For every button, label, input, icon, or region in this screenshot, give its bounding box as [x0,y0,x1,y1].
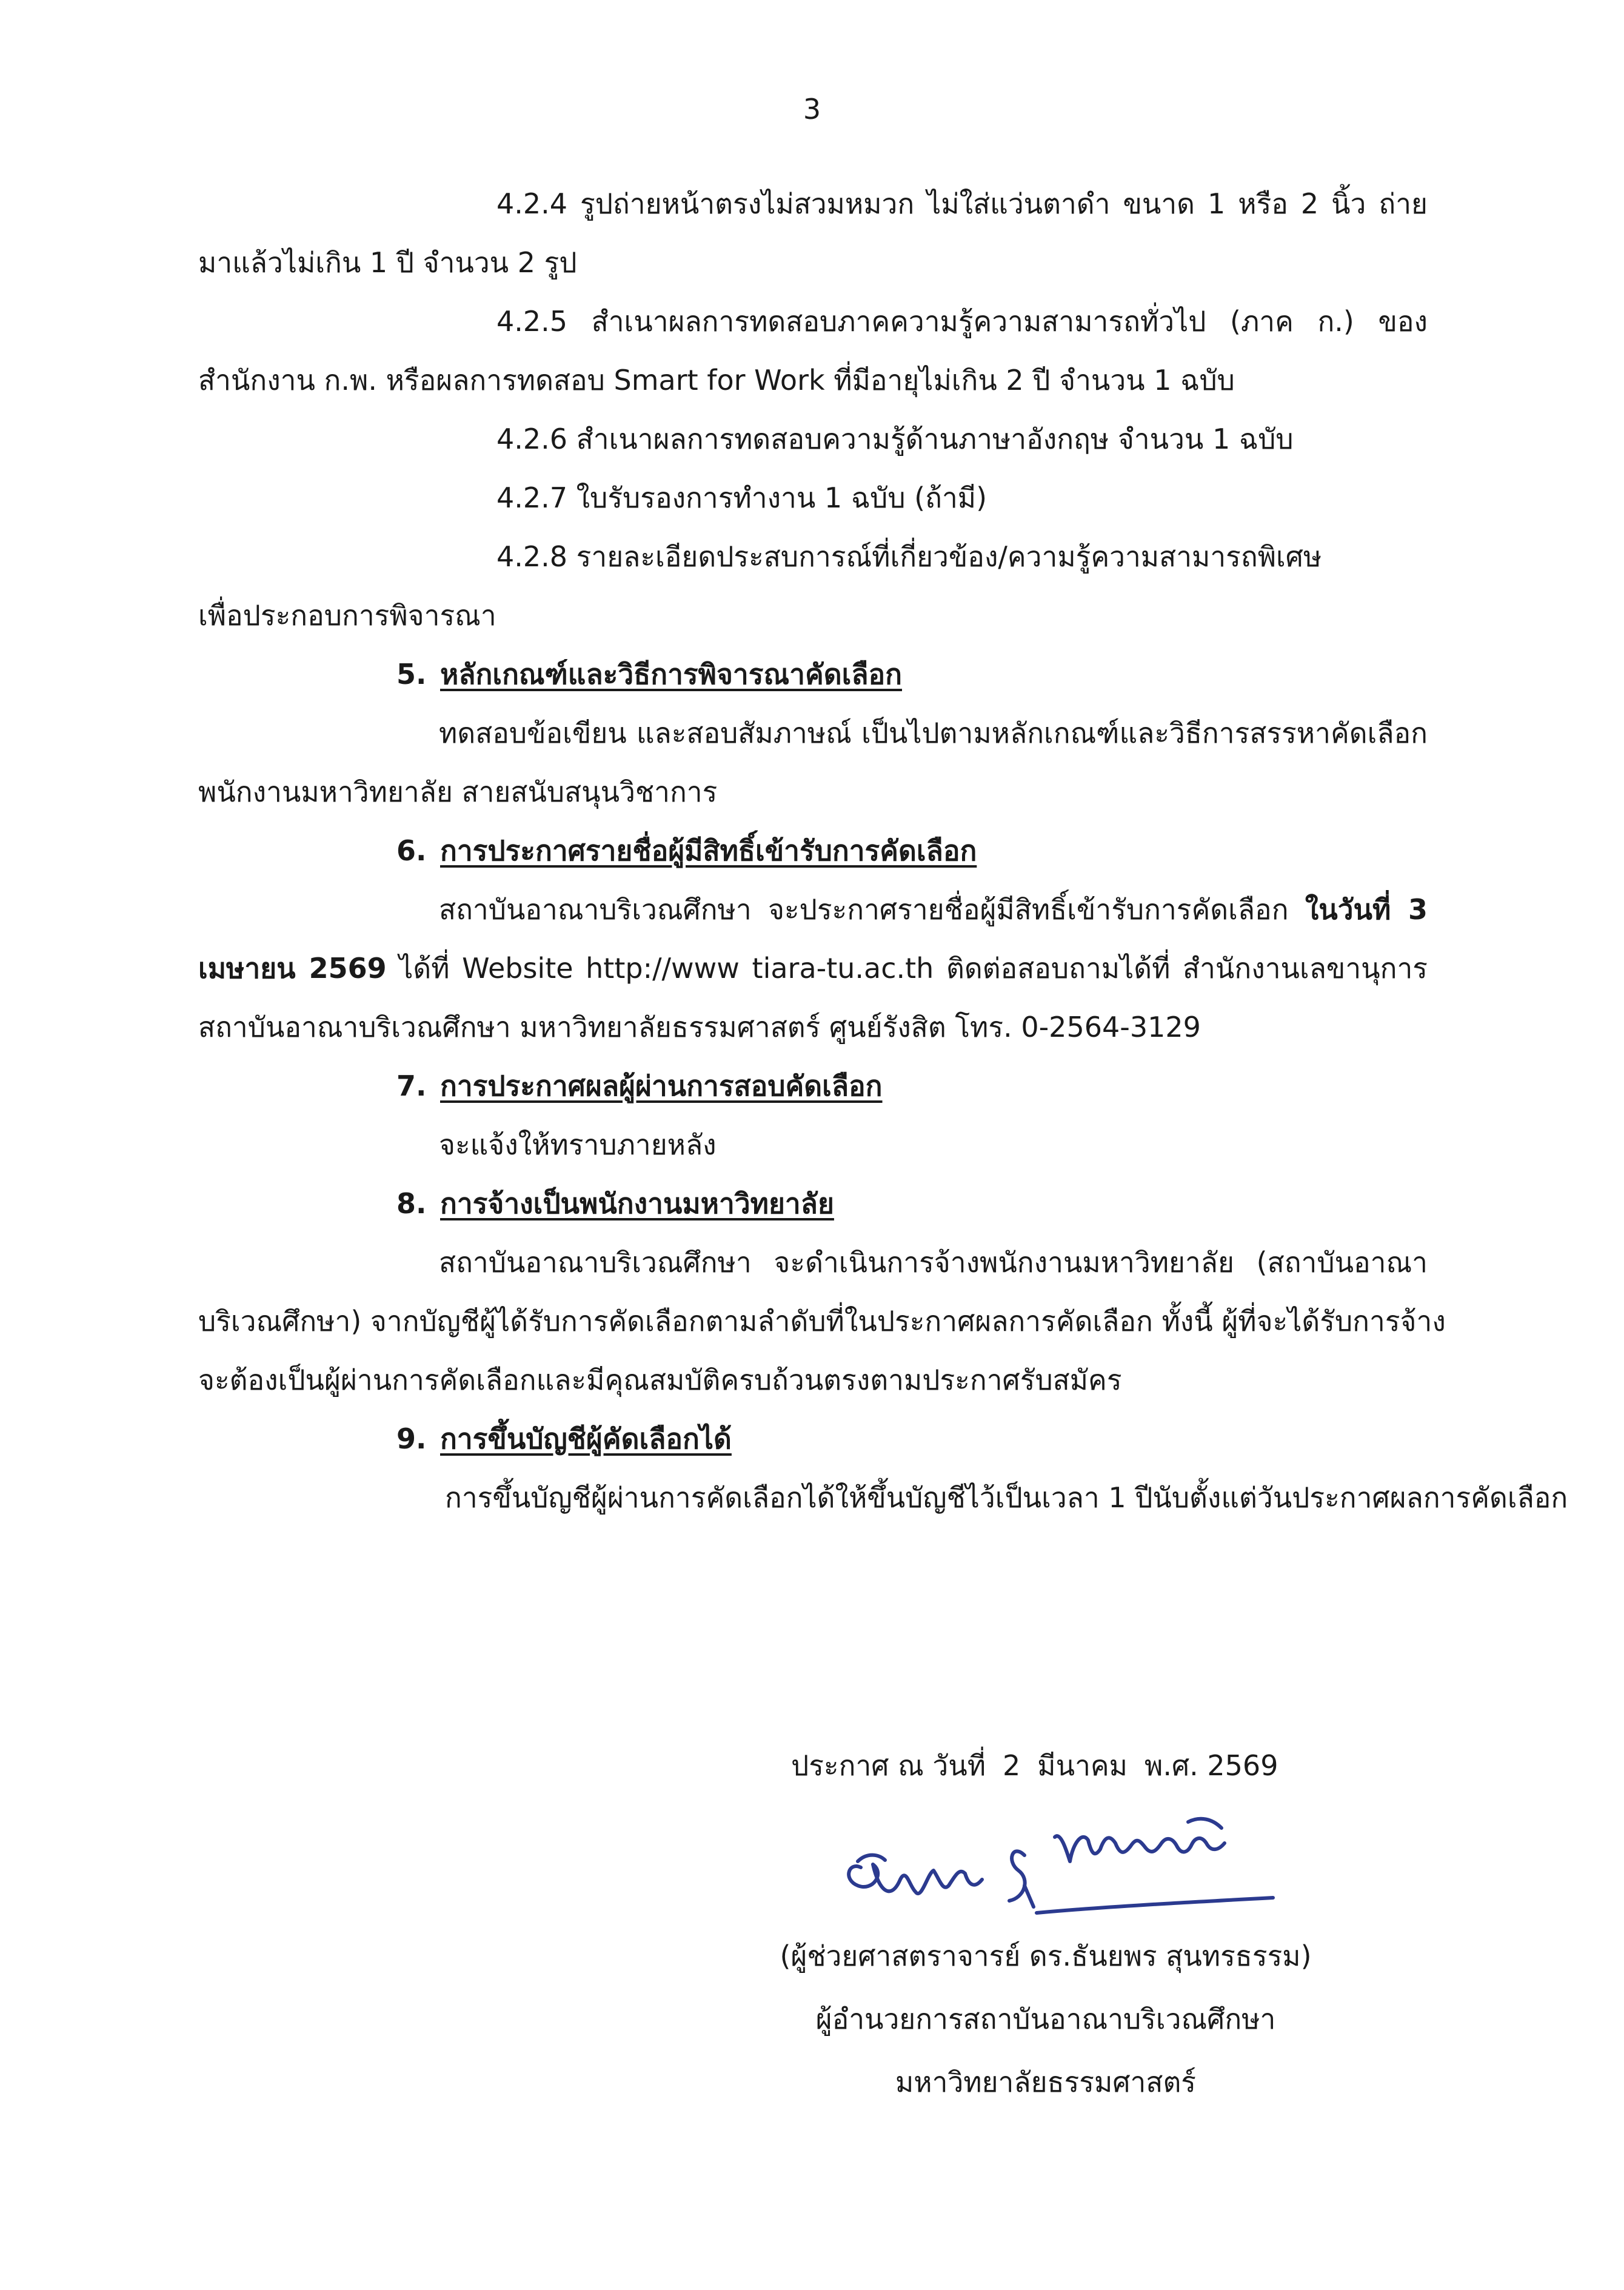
signatory-position: ผู้อำนวยการสถาบันอาณาบริเวณศึกษา [815,2003,1276,2035]
item-number: 4.2.7 [496,481,568,514]
section-number: 8. [396,1187,427,1220]
signatory-block [755,1924,1337,2114]
announcement-year: พ.ศ. 2569 [1144,1749,1278,1782]
signatory-organization: มหาวิทยาลัยธรรมศาสตร์ [895,2066,1197,2098]
item-4-2-7 [198,469,1428,527]
paragraph-text: ได้ที่ Website http://www tiara-tu.ac.th ติดต่อสอบถามได้ที่ สำนักงานเลขานุการ [386,952,1428,985]
item-4-2-4-continuation: มาแล้วไม่เกิน 1 ปี จำนวน 2 รูป [198,246,577,279]
section-6-paragraph-line-2 [198,939,1428,998]
item-text: สำเนาผลการทดสอบภาคความรู้ความสามารถทั่วไป (ภาค ก.) ของ [591,305,1428,338]
item-text: สำเนาผลการทดสอบความรู้ด้านภาษาอังกฤษ จำนวน 1 ฉบับ [576,423,1294,455]
section-7-paragraph-line-1: จะแจ้งให้ทราบภายหลัง [439,1128,717,1161]
item-4-2-4 [198,175,1428,233]
announcement-date-bold: เมษายน 2569 [198,952,387,985]
section-number: 7. [396,1070,427,1102]
section-title: การประกาศผลผู้ผ่านการสอบคัดเลือก [440,1070,883,1102]
item-text: รายละเอียดประสบการณ์ที่เกี่ยวข้อง/ความรู้ความสามารถพิเศษ [576,540,1322,573]
item-number: 4.2.5 [496,305,568,338]
section-6-heading [198,822,1428,880]
item-4-2-8 [198,527,1428,586]
announcement-date-bold: ในวันที่ 3 [1305,893,1428,926]
section-6-paragraph-line-1 [198,880,1428,939]
announcement-day: 2 [1003,1749,1021,1782]
item-number: 4.2.4 [496,187,568,220]
item-4-2-5-continuation: สำนักงาน ก.พ. หรือผลการทดสอบ Smart for Work ที่มีอายุไม่เกิน 2 ปี จำนวน 1 ฉบับ [198,364,1235,397]
section-6-paragraph-line-3: สถาบันอาณาบริเวณศึกษา มหาวิทยาลัยธรรมศาสตร์ ศูนย์รังสิต โทร. 0-2564-3129 [198,1011,1201,1043]
section-title: การขึ้นบัญชีผู้คัดเลือกได้ [440,1422,732,1455]
section-number: 9. [396,1422,427,1455]
section-title: หลักเกณฑ์และวิธีการพิจารณาคัดเลือก [440,658,902,691]
section-8-paragraph-line-3: จะต้องเป็นผู้ผ่านการคัดเลือกและมีคุณสมบัติครบถ้วนตรงตามประกาศรับสมัคร [198,1364,1122,1396]
section-8-heading [198,1174,1428,1233]
section-5-paragraph-line-1: ทดสอบข้อเขียน และสอบสัมภาษณ์ เป็นไปตามหลักเกณฑ์และวิธีการสรรหาคัดเลือก [439,717,1428,749]
announcement-month: มีนาคม [1037,1749,1128,1782]
section-number: 5. [396,658,427,691]
section-title: การจ้างเป็นพนักงานมหาวิทยาลัย [440,1187,834,1220]
section-number: 6. [396,834,427,867]
section-9-heading [198,1410,1428,1468]
item-4-2-5 [198,292,1428,351]
announcement-prefix: ประกาศ ณ วันที่ [791,1749,986,1782]
section-7-heading [198,1057,1428,1116]
item-text: รูปถ่ายหน้าตรงไม่สวมหมวก ไม่ใส่แว่นตาดำ ขนาด 1 หรือ 2 นิ้ว ถ่าย [580,187,1428,220]
section-5-paragraph-line-2: พนักงานมหาวิทยาลัย สายสนับสนุนวิชาการ [198,775,718,808]
item-4-2-6 [198,410,1428,469]
signatory-name: (ผู้ช่วยศาสตราจารย์ ดร.ธันยพร สุนทรธรรม) [780,1940,1312,1972]
item-4-2-8-continuation: เพื่อประกอบการพิจารณา [198,599,496,632]
section-8-paragraph-line-2: บริเวณศึกษา) จากบัญชีผู้ได้รับการคัดเลือกตามลำดับที่ในประกาศผลการคัดเลือก ทั้งนี้ ผู้ที่จะได้รับการจ้าง [198,1305,1446,1338]
section-title: การประกาศรายชื่อผู้มีสิทธิ์เข้ารับการคัดเลือก [440,834,977,867]
section-9-paragraph-line-1: การขึ้นบัญชีผู้ผ่านการคัดเลือกได้ให้ขึ้นบัญชีไว้เป็นเวลา 1 ปีนับตั้งแต่วันประกาศผลการคัดเลือก [445,1481,1568,1514]
paragraph-text: สถาบันอาณาบริเวณศึกษา จะประกาศรายชื่อผู้มีสิทธิ์เข้ารับการคัดเลือก [439,893,1305,926]
item-number: 4.2.6 [496,423,568,455]
section-8-paragraph-line-1: สถาบันอาณาบริเวณศึกษา จะดำเนินการจ้างพนักงานมหาวิทยาลัย (สถาบันอาณา [439,1246,1428,1279]
page-number: 3 [803,93,821,126]
item-text: ใบรับรองการทำงาน 1 ฉบับ (ถ้ามี) [576,481,987,514]
document-body [198,175,1568,1527]
item-number: 4.2.8 [496,540,568,573]
announcement-date [791,1741,1295,1790]
signature-image [824,1795,1285,1928]
section-5-heading [198,645,1428,704]
